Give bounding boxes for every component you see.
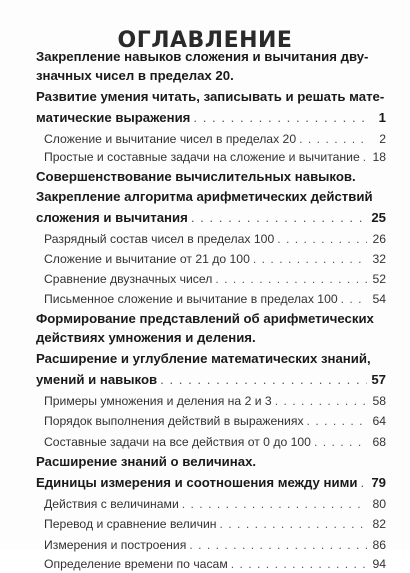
toc-page-number: 18 <box>372 150 386 164</box>
toc-page-number: 54 <box>372 292 386 306</box>
toc-entry <box>36 371 386 389</box>
toc-page-number: 58 <box>372 394 386 408</box>
toc-entry <box>44 433 386 451</box>
toc-entry-text: Расширение и углубление математических знаний, <box>36 351 371 366</box>
toc-page-number: 86 <box>372 538 386 552</box>
toc-entry <box>44 290 386 308</box>
toc-entry <box>36 168 386 186</box>
toc-page-number: 79 <box>371 475 386 490</box>
toc-entry-text: Измерения и построения <box>44 538 187 552</box>
toc-entry-text: Разрядный состав чисел в пределах 100 <box>44 232 275 246</box>
toc-page-number: 64 <box>372 414 386 428</box>
toc-entry-text: сложения и вычитания <box>36 210 188 225</box>
toc-entry-text: Совершенствование вычислительных навыков. <box>36 169 356 184</box>
toc-entry <box>36 350 386 368</box>
toc-entry-text: умений и навыков <box>36 372 158 387</box>
toc-entry-text: Письменное сложение и вычитание в пределах 100 <box>44 292 338 306</box>
toc-entry <box>36 329 386 347</box>
toc-entry <box>44 250 386 268</box>
toc-page-number: 57 <box>371 372 386 387</box>
toc-entry <box>44 270 386 288</box>
toc-leader-dots <box>191 209 367 227</box>
toc-leader-dots <box>363 148 367 166</box>
toc-entry <box>44 230 386 248</box>
toc-entry <box>36 474 386 492</box>
toc-page-number: 68 <box>372 435 386 449</box>
toc-entry <box>36 88 386 106</box>
toc-entry <box>44 515 386 533</box>
toc-entry-text: Расширение знаний о величинах. <box>36 454 257 469</box>
toc-entry <box>36 209 386 227</box>
toc-leader-dots <box>189 536 367 554</box>
toc-entry <box>36 310 386 328</box>
toc-leader-dots <box>182 495 367 513</box>
toc-leader-dots <box>160 371 367 389</box>
toc-leader-dots <box>275 392 367 410</box>
toc-entry-text: Действия с величинами <box>44 497 179 511</box>
toc-entry-text: Составные задачи на все действия от 0 до 100 <box>44 435 311 449</box>
toc-page-number: 26 <box>372 232 386 246</box>
toc-entry <box>36 67 386 85</box>
toc-page-number: 1 <box>378 110 386 125</box>
toc-entry-text: действиях умножения и деления. <box>36 330 256 345</box>
toc-entry-text: Развитие умения читать, записывать и решать мате- <box>36 89 385 104</box>
toc-entry <box>36 188 386 206</box>
toc-entry <box>36 453 386 471</box>
toc-page-number: 25 <box>371 210 386 225</box>
toc-leader-dots <box>215 270 367 288</box>
toc-entry <box>44 148 386 166</box>
toc-page-number: 2 <box>379 132 386 146</box>
toc-entry-text: Единицы измерения и соотношения между ними <box>36 475 358 490</box>
toc-page-number: 52 <box>372 272 386 286</box>
toc-entry-text: Закрепление алгоритма арифметических действий <box>36 189 373 204</box>
toc-entry <box>44 392 386 410</box>
toc-entry <box>36 48 386 66</box>
toc-leader-dots <box>314 433 367 451</box>
toc-entry-text: Простые и составные задачи на сложение и вычитание <box>44 150 360 164</box>
toc-page-number: 94 <box>372 557 386 571</box>
toc-leader-dots <box>360 474 367 492</box>
toc-entry-text: Перевод и сравнение величин <box>44 517 217 531</box>
toc-page-number: 80 <box>372 497 386 511</box>
toc-leader-dots <box>307 412 367 430</box>
toc-page-number: 32 <box>372 252 386 266</box>
toc-leader-dots <box>220 515 368 533</box>
toc-leader-dots <box>253 250 367 268</box>
toc-entry-text: Примеры умножения и деления на 2 и 3 <box>44 394 272 408</box>
toc-entry <box>36 109 386 127</box>
toc-leader-dots <box>231 555 367 573</box>
toc-entry-text: Порядок выполнения действий в выражениях <box>44 414 304 428</box>
toc-entry-text: матические выражения <box>36 110 191 125</box>
toc-page-number: 82 <box>372 517 386 531</box>
toc-entry-text: Формирование представлений об арифметических <box>36 311 374 326</box>
toc-leader-dots <box>299 130 367 148</box>
toc-entry <box>44 412 386 430</box>
toc-entry <box>44 495 386 513</box>
toc-entry-text: Сложение и вычитание чисел в пределах 20 <box>44 132 297 146</box>
toc-entry <box>44 555 386 573</box>
toc-entry-text: Сложение и вычитание от 21 до 100 <box>44 252 250 266</box>
toc-entry-text: Определение времени по часам <box>44 557 228 571</box>
toc-entry-text: значных чисел в пределах 20. <box>36 68 234 83</box>
toc-leader-dots <box>277 230 367 248</box>
toc-entry-text: Сравнение двузначных чисел <box>44 272 213 286</box>
page-title: ОГЛАВЛЕНИЕ <box>117 28 293 53</box>
toc-leader-dots <box>193 109 367 127</box>
toc-leader-dots <box>341 290 367 308</box>
toc-entry <box>44 130 386 148</box>
toc-entry-text: Закрепление навыков сложения и вычитания дву- <box>36 49 369 64</box>
toc-entry <box>44 536 386 554</box>
